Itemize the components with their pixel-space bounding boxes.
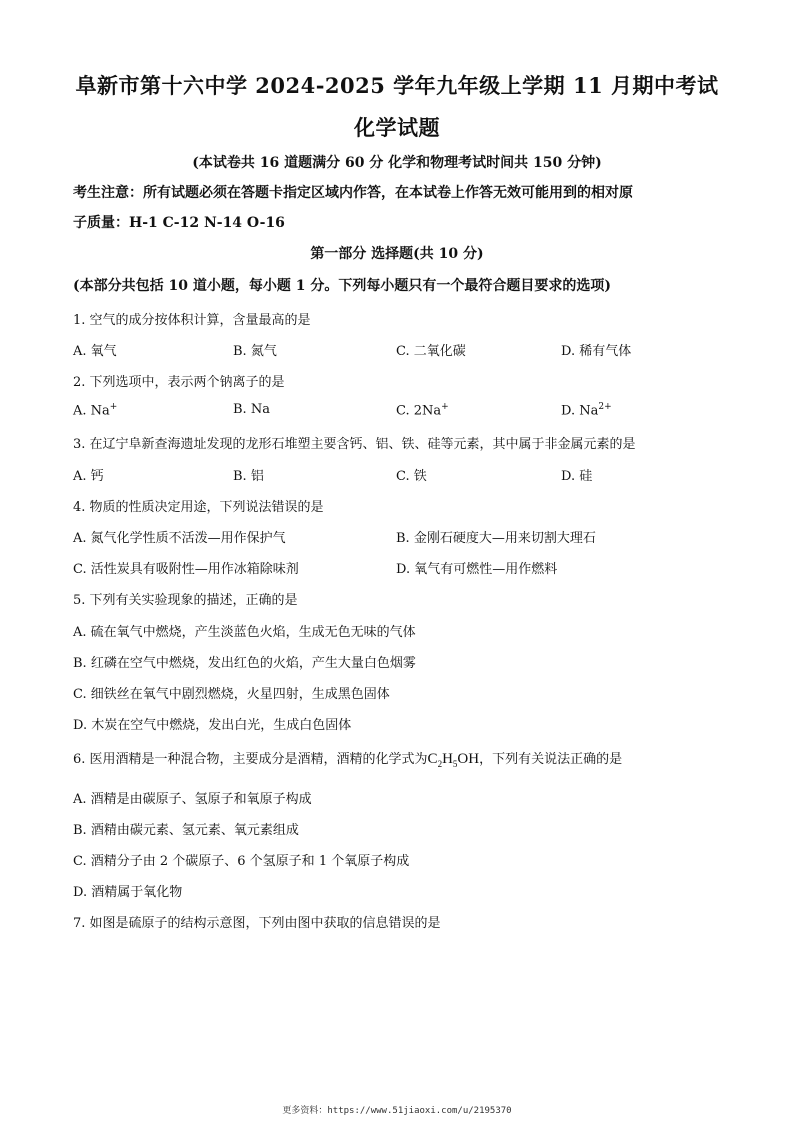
question-2-options (73, 402, 733, 422)
option-c-text: C. 2Na (396, 403, 442, 419)
question-2-stem: 2. 下列选项中，表示两个钠离子的是 (73, 375, 285, 390)
option-d: D. 稀有气体 (561, 344, 632, 359)
question-6-stem-text: 6. 医用酒精是一种混合物，主要成分是酒精，酒精的化学式为 (73, 752, 428, 767)
question-3-options (73, 465, 733, 485)
question-4-options-row-1 (73, 527, 733, 547)
option-c: C. 铁 (396, 469, 427, 484)
candidate-notice (73, 178, 733, 238)
notice-line-2: 子质量：H-1 C-12 N-14 O-16 (73, 215, 285, 231)
question-5-option-b: B. 红磷在空气中燃烧，发出红色的火焰，产生大量白色烟雾 (73, 656, 416, 671)
formula-h-sub: 5 (452, 759, 458, 769)
question-6-option-b: B. 酒精由碳元素、氢元素、氧元素组成 (73, 823, 299, 838)
section-instruction: (本部分共包括 10 道小题，每小题 1 分。下列每小题只有一个最符合题目要求的选项) (73, 278, 611, 294)
option-d: D. 硅 (561, 469, 593, 484)
option-a-charge: + (109, 402, 118, 412)
question-1-stem: 1. 空气的成分按体积计算，含量最高的是 (73, 313, 311, 328)
question-3-stem: 3. 在辽宁阜新查海遗址发现的龙形石堆塑主要含钙、铝、铁、硅等元素，其中属于非金属元素的是 (73, 437, 636, 452)
option-b: B. 氮气 (233, 344, 277, 359)
section-title: 第一部分 选择题(共 10 分) (310, 246, 484, 262)
option-a: A. 钙 (73, 469, 104, 484)
question-5-option-d: D. 木炭在空气中燃烧，发出白光，生成白色固体 (73, 718, 352, 733)
exam-subject-title: 化学试题 (354, 115, 440, 140)
option-c (396, 402, 449, 418)
exam-info: (本试卷共 16 道题满分 60 分 化学和物理考试时间共 150 分钟) (192, 155, 602, 171)
question-6-option-a: A. 酒精是由碳原子、氢原子和氧原子构成 (73, 792, 312, 807)
option-a-text: A. Na (73, 403, 110, 419)
exam-title: 阜新市第十六中学 2024-2025 学年九年级上学期 11 月期中考试 (75, 73, 719, 98)
option-a (73, 402, 117, 418)
question-5-option-a: A. 硫在氧气中燃烧，产生淡蓝色火焰，生成无色无味的气体 (73, 625, 416, 640)
option-d: D. 氧气有可燃性—用作燃料 (396, 562, 558, 577)
option-d-text: D. Na (561, 403, 599, 419)
question-6-stem (73, 748, 733, 769)
option-c-charge: + (441, 402, 449, 412)
question-6-option-d: D. 酒精属于氧化物 (73, 885, 183, 900)
option-d-charge: 2+ (598, 402, 612, 412)
footer-link[interactable]: 更多资料：https://www.51jiaoxi.com/u/2195370 (282, 1106, 512, 1116)
formula-c-sub: 2 (437, 759, 443, 769)
question-6-option-c: C. 酒精分子由 2 个碳原子、6 个氢原子和 1 个氧原子构成 (73, 854, 410, 869)
question-6-stem-end: ，下列有关说法正确的是 (479, 752, 623, 767)
option-c: C. 二氧化碳 (396, 344, 466, 359)
question-1-options (73, 340, 733, 360)
option-a: A. 氧气 (73, 344, 117, 359)
option-d (561, 402, 612, 418)
question-4-stem: 4. 物质的性质决定用途，下列说法错误的是 (73, 500, 324, 515)
formula-c: C (427, 751, 438, 767)
question-5-option-c: C. 细铁丝在氧气中剧烈燃烧，火星四射，生成黑色固体 (73, 687, 390, 702)
formula-oh: OH (457, 751, 480, 767)
notice-line-1: 考生注意：所有试题必须在答题卡指定区域内作答，在本试卷上作答无效可能用到的相对原 (73, 185, 633, 201)
option-b: B. 铝 (233, 469, 264, 484)
ethanol-formula (428, 751, 480, 767)
formula-h: H (442, 751, 453, 767)
option-a: A. 氮气化学性质不活泼—用作保护气 (73, 531, 286, 546)
question-5-stem: 5. 下列有关实验现象的描述，正确的是 (73, 593, 298, 608)
question-7-stem: 7. 如图是硫原子的结构示意图，下列由图中获取的信息错误的是 (73, 916, 441, 931)
question-4-options-row-2 (73, 558, 733, 578)
option-b: B. 金刚石硬度大—用来切割大理石 (396, 531, 596, 546)
option-b: B. Na (233, 402, 270, 417)
option-c: C. 活性炭具有吸附性—用作冰箱除味剂 (73, 562, 299, 577)
